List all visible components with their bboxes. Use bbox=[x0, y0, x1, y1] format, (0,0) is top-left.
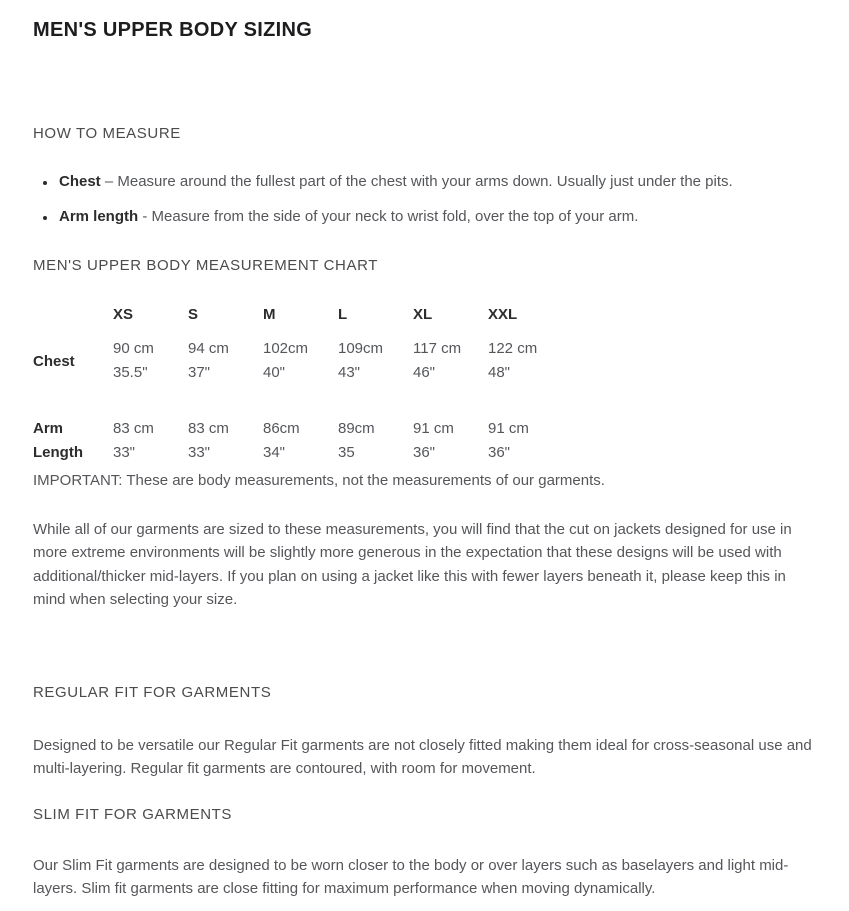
header-spacer bbox=[33, 307, 113, 323]
size-header-xs: XS bbox=[113, 306, 134, 323]
chest-row-label: Chest bbox=[33, 352, 75, 370]
chest-cell-xl bbox=[413, 337, 488, 385]
regular-fit-paragraph: Designed to be versatile our Regular Fit garments are not closely fitted making them ideal for cross-seasonal use and multi-layering. Regular fit garments are contoured, with room for movement. bbox=[33, 736, 812, 777]
size-header-s: S bbox=[188, 306, 199, 323]
arm-in-m: 34" bbox=[263, 444, 286, 461]
chest-cell-xxl bbox=[488, 337, 563, 385]
arm-cell-l bbox=[338, 417, 413, 465]
slim-fit-paragraph: Our Slim Fit garments are designed to be worn closer to the body or over layers such as baselayers and light mid-layers. Slim fit garments are close fitting for maximum performance when moving dynamically. bbox=[33, 856, 789, 897]
regular-fit-heading: REGULAR FIT FOR GARMENTS bbox=[33, 683, 272, 701]
arm-cell-s bbox=[188, 417, 263, 465]
list-item-arm-length bbox=[57, 208, 821, 225]
arm-in-l: 35 bbox=[338, 444, 355, 461]
arm-cm-xs: 83 cm bbox=[113, 420, 154, 437]
arm-cell-xl bbox=[413, 417, 488, 465]
important-note: IMPORTANT: These are body measurements, not the measurements of our garments. bbox=[33, 472, 605, 489]
chest-cm-xs: 90 cm bbox=[113, 340, 154, 357]
measurement-chart-heading: MEN'S UPPER BODY MEASUREMENT CHART bbox=[33, 257, 378, 274]
chest-instruction: Measure around the fullest part of the chest with your arms down. Usually just under the pits. bbox=[117, 173, 733, 190]
arm-length-row bbox=[33, 417, 821, 465]
chest-in-l: 43" bbox=[338, 364, 361, 381]
arm-cm-l: 89cm bbox=[338, 420, 375, 437]
page-title: MEN'S UPPER BODY SIZING bbox=[33, 19, 313, 41]
chest-in-m: 40" bbox=[263, 364, 286, 381]
size-header-xxl: XXL bbox=[488, 306, 518, 323]
chest-cm-m: 102cm bbox=[263, 340, 309, 357]
list-item-chest bbox=[57, 173, 821, 190]
chest-row bbox=[33, 337, 821, 385]
arm-in-xs: 33" bbox=[113, 444, 136, 461]
arm-cell-xxl bbox=[488, 417, 563, 465]
chest-cell-s bbox=[188, 337, 263, 385]
measurement-table bbox=[33, 307, 821, 465]
chest-in-xs: 35.5" bbox=[113, 364, 148, 381]
size-header-xl: XL bbox=[413, 306, 433, 323]
size-header-m: M bbox=[263, 306, 276, 323]
chest-cm-l: 109cm bbox=[338, 340, 384, 357]
chest-cell-l bbox=[338, 337, 413, 385]
arm-label-line2: Length bbox=[33, 444, 83, 461]
chest-separator: – bbox=[104, 173, 114, 190]
chest-cell-m bbox=[263, 337, 338, 385]
chest-term: Chest bbox=[59, 173, 101, 190]
chest-in-s: 37" bbox=[188, 364, 211, 381]
arm-length-row-label bbox=[33, 417, 113, 465]
how-to-measure-heading: HOW TO MEASURE bbox=[33, 125, 181, 142]
chest-cm-xxl: 122 cm bbox=[488, 340, 538, 357]
chest-cell-xs bbox=[113, 337, 188, 385]
arm-label-line1: Arm bbox=[33, 420, 64, 437]
chest-in-xxl: 48" bbox=[488, 364, 511, 381]
arm-in-xxl: 36" bbox=[488, 444, 511, 461]
arm-length-separator: - bbox=[142, 208, 148, 225]
arm-cell-xs bbox=[113, 417, 188, 465]
chest-cm-xl: 117 cm bbox=[413, 340, 462, 357]
slim-fit-heading: SLIM FIT FOR GARMENTS bbox=[33, 805, 233, 823]
arm-length-term: Arm length bbox=[59, 208, 139, 225]
arm-length-instruction: Measure from the side of your neck to wrist fold, over the top of your arm. bbox=[151, 208, 639, 225]
arm-in-xl: 36" bbox=[413, 444, 436, 461]
chest-cm-s: 94 cm bbox=[188, 340, 229, 357]
arm-cell-m bbox=[263, 417, 338, 465]
measure-instructions-list bbox=[33, 173, 821, 225]
size-header-l: L bbox=[338, 306, 348, 323]
arm-cm-xxl: 91 cm bbox=[488, 420, 529, 437]
sizing-note-paragraph: While all of our garments are sized to these measurements, you will find that the cut on jackets designed for use in more extreme environments will be slightly more generous in the expectation that these designs will be used with additional/thicker mid-layers. If you plan on using a jacket like this with fewer layers beneath it, please keep this in mind when selecting your size. bbox=[33, 520, 792, 608]
size-header-row bbox=[33, 307, 821, 323]
arm-cm-s: 83 cm bbox=[188, 420, 229, 437]
arm-in-s: 33" bbox=[188, 444, 211, 461]
chest-in-xl: 46" bbox=[413, 364, 436, 381]
arm-cm-m: 86cm bbox=[263, 420, 300, 437]
arm-cm-xl: 91 cm bbox=[413, 420, 454, 437]
